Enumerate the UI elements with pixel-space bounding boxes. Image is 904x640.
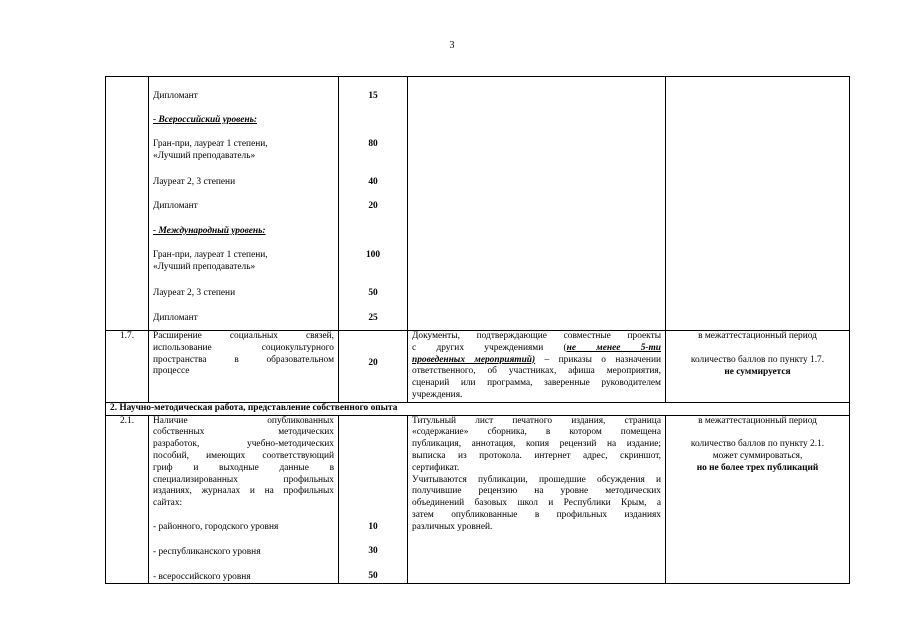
section-header-row xyxy=(106,402,850,415)
criterion-line: специализированных профильных xyxy=(153,474,334,485)
documents-line: сертификат. xyxy=(412,462,460,473)
score-value: 25 xyxy=(368,313,378,323)
note-count: может суммироваться, xyxy=(712,451,803,462)
page-number: 3 xyxy=(449,40,455,51)
note-count: количество баллов по пункту 2.1. xyxy=(690,439,825,450)
documents-line: Титульный лист печатного издания, страница xyxy=(412,415,661,426)
documents-line: «содержание» сборника, в котором помещена xyxy=(412,427,661,438)
score-value: 40 xyxy=(368,177,378,187)
score-value: 10 xyxy=(368,521,378,532)
score-cell xyxy=(339,415,408,584)
documents-line xyxy=(412,343,661,355)
documents-text: – приказы о назначении xyxy=(535,354,661,365)
item-label: Дипломант xyxy=(153,91,198,101)
row-number: 2.1. xyxy=(106,415,149,584)
level-heading: - Всероссийский уровень: xyxy=(153,115,257,125)
note-bold: не суммируется xyxy=(724,366,791,377)
documents-line: ответственного, об участниках, афиша мероприятия, xyxy=(412,366,661,377)
table-row-continuation xyxy=(106,77,850,331)
criterion-cell xyxy=(149,77,339,331)
note-cell xyxy=(666,415,850,584)
criterion-line: собственных методических xyxy=(153,427,334,438)
documents-cell xyxy=(408,77,666,331)
documents-line: объединений базовых школ и Республики Крым, а xyxy=(412,498,661,509)
criteria-table xyxy=(105,76,850,584)
documents-line: затем опубликованные в профильных изданиях xyxy=(412,509,661,520)
note-cell xyxy=(666,77,850,331)
criterion-line: изданиях, журналах и на профильных xyxy=(153,486,334,497)
level-label: - районного, городского уровня xyxy=(153,521,279,532)
documents-line xyxy=(412,355,661,367)
documents-cell xyxy=(408,415,666,584)
note-period: в межаттестационный период xyxy=(698,331,817,341)
score-value: 15 xyxy=(368,91,378,101)
documents-line: различных уровней. xyxy=(412,521,493,532)
criterion-line: использование социокультурного xyxy=(153,342,334,353)
score-value: 100 xyxy=(365,250,381,260)
criterion-line: Наличие опубликованных xyxy=(153,415,334,426)
criterion-line: сайтах: xyxy=(153,498,183,509)
note-count: количество баллов по пункту 1.7. xyxy=(690,354,825,365)
criterion-line: разработок, учебно-методических xyxy=(153,439,334,450)
criterion-line: пособий, имеющих соответствующий xyxy=(153,450,334,461)
documents-line: выписка из протокола. интернет адрес, скриншот, xyxy=(412,450,661,461)
item-label: «Лучший преподаватель» xyxy=(153,262,256,272)
score-value: 80 xyxy=(368,139,378,149)
note-period: в межаттестационный период xyxy=(698,415,817,426)
criterion-line: Расширение социальных связей, xyxy=(153,331,334,341)
criterion-line: процессе xyxy=(153,366,190,377)
item-label: Лауреат 2, 3 степени xyxy=(153,288,236,298)
criterion-cell xyxy=(149,415,339,584)
documents-line: Учитываются публикации, прошедшие обсуждения и xyxy=(412,474,661,485)
table-row-2-1 xyxy=(106,415,850,584)
item-label: «Лучший преподаватель» xyxy=(153,151,256,161)
item-label: Дипломант xyxy=(153,201,198,211)
note-bold: но не более трех публикаций xyxy=(696,462,819,473)
documents-line: публикация, аннотация, копия рецензий на издание; xyxy=(412,439,661,450)
item-label: Дипломант xyxy=(153,313,198,323)
item-label: Лауреат 2, 3 степени xyxy=(153,177,236,187)
criterion-line: гриф и выходные данные в xyxy=(153,462,334,473)
level-label: - всероссийского уровня xyxy=(153,571,251,582)
item-label: Гран-при, лауреат 1 степени, xyxy=(153,250,268,260)
section-title: 2. Научно-методическая работа, представление собственного опыта xyxy=(106,402,850,415)
number-cell xyxy=(106,77,149,331)
score-value: 20 xyxy=(368,358,378,368)
item-label: Гран-при, лауреат 1 степени, xyxy=(153,139,268,149)
documents-text: с других учреждениями ( xyxy=(412,342,567,353)
score-value: 20 xyxy=(368,201,378,211)
table-row-1-7 xyxy=(106,331,850,403)
note-cell xyxy=(666,331,850,403)
level-heading: - Международный уровень: xyxy=(153,226,266,236)
documents-line: учреждения. xyxy=(412,389,463,400)
score-value: 50 xyxy=(368,288,378,298)
documents-emphasis: проведенных мероприятий) xyxy=(412,354,536,365)
documents-line: сценарий или программа, заверенные руководителем xyxy=(412,378,661,389)
criterion-line: пространства в образовательном xyxy=(153,354,334,365)
documents-emphasis: не менее 5-ти xyxy=(566,342,662,353)
score-cell xyxy=(339,77,408,331)
documents-line: получившие рецензию на уровне методических xyxy=(412,486,661,497)
row-number: 1.7. xyxy=(106,331,149,403)
score-cell xyxy=(339,331,408,403)
score-value: 50 xyxy=(368,571,378,582)
documents-line: Документы, подтверждающие совместные проекты xyxy=(412,331,661,341)
documents-cell xyxy=(408,331,666,403)
score-value: 30 xyxy=(368,546,378,557)
level-label: - республиканского уровня xyxy=(153,546,261,557)
criterion-cell xyxy=(149,331,339,403)
